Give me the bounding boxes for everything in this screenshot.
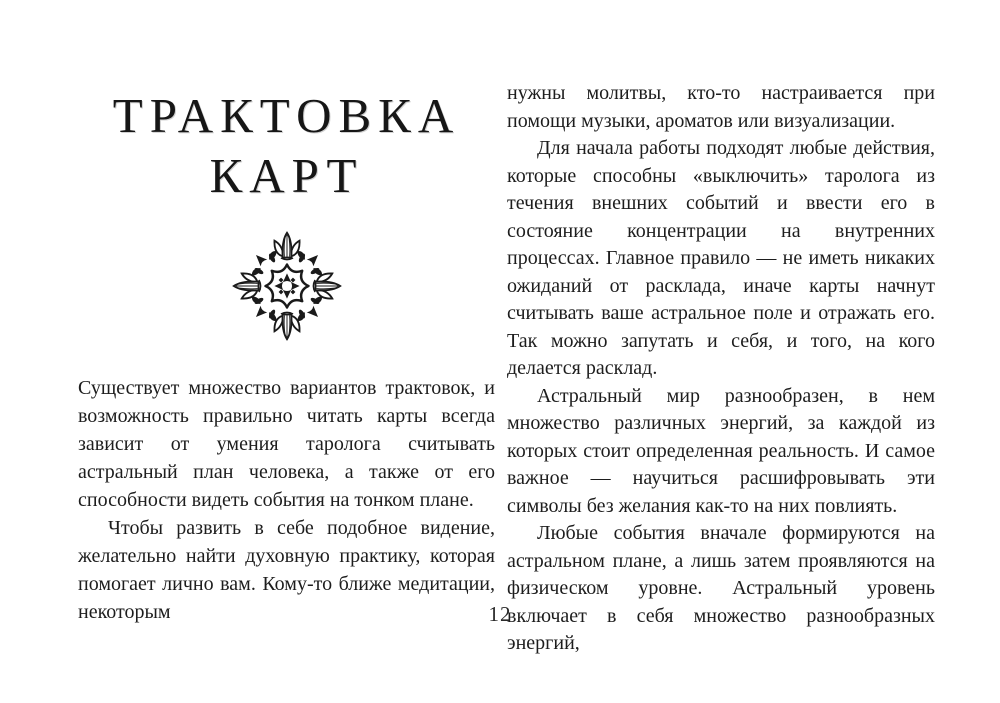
paragraph: Астральный мир разнообразен, в нем множество различных энергий, за каждой из которых стоит определенная реальность. И самое важное — научиться расшифровывать эти символы без желания как-то на них повлиять. [507, 384, 935, 517]
paragraph: Существует множество вариантов трактовок, и возможность правильно читать карты всегда зависит от умения таролога считывать астральный план человека, а также от его способности видеть события на тонком плане. [78, 377, 495, 511]
chapter-title [78, 86, 495, 206]
paragraph: Для начала работы подходят любые действия, которые способны «выключить» таролога из течения внешних событий и ввести его в состояние концентрации на внутренних процессах. Главное правило — не иметь никаких ожиданий от расклада, иначе карты начнут считывать ваше астральное поле и отражать его. Так можно запутать и себя, и того, на кого делается расклад. [507, 137, 935, 379]
paragraph: Чтобы развить в себе подобное видение, желательно найти духовную практику, которая помогает лично вам. Кому-то ближе медитации, некоторым [78, 517, 495, 623]
page-number: 12 [488, 602, 512, 626]
left-page-column [78, 0, 495, 626]
paragraph: нужны молитвы, кто-то настраивается при помощи музыки, ароматов или визуализации. [507, 82, 935, 132]
paragraph: Любые события вначале формируются на астральном плане, а лишь затем проявляются на физическом уровне. Астральный уровень включает в себя множество разнообразных энергий, [507, 522, 935, 654]
left-column-text [78, 374, 495, 626]
floral-rosette-ornament-icon [231, 228, 343, 344]
chapter-title-line-2: КАРТ [209, 148, 364, 203]
right-page-column [507, 80, 935, 658]
chapter-title-line-1: ТРАКТОВКА [112, 88, 461, 143]
